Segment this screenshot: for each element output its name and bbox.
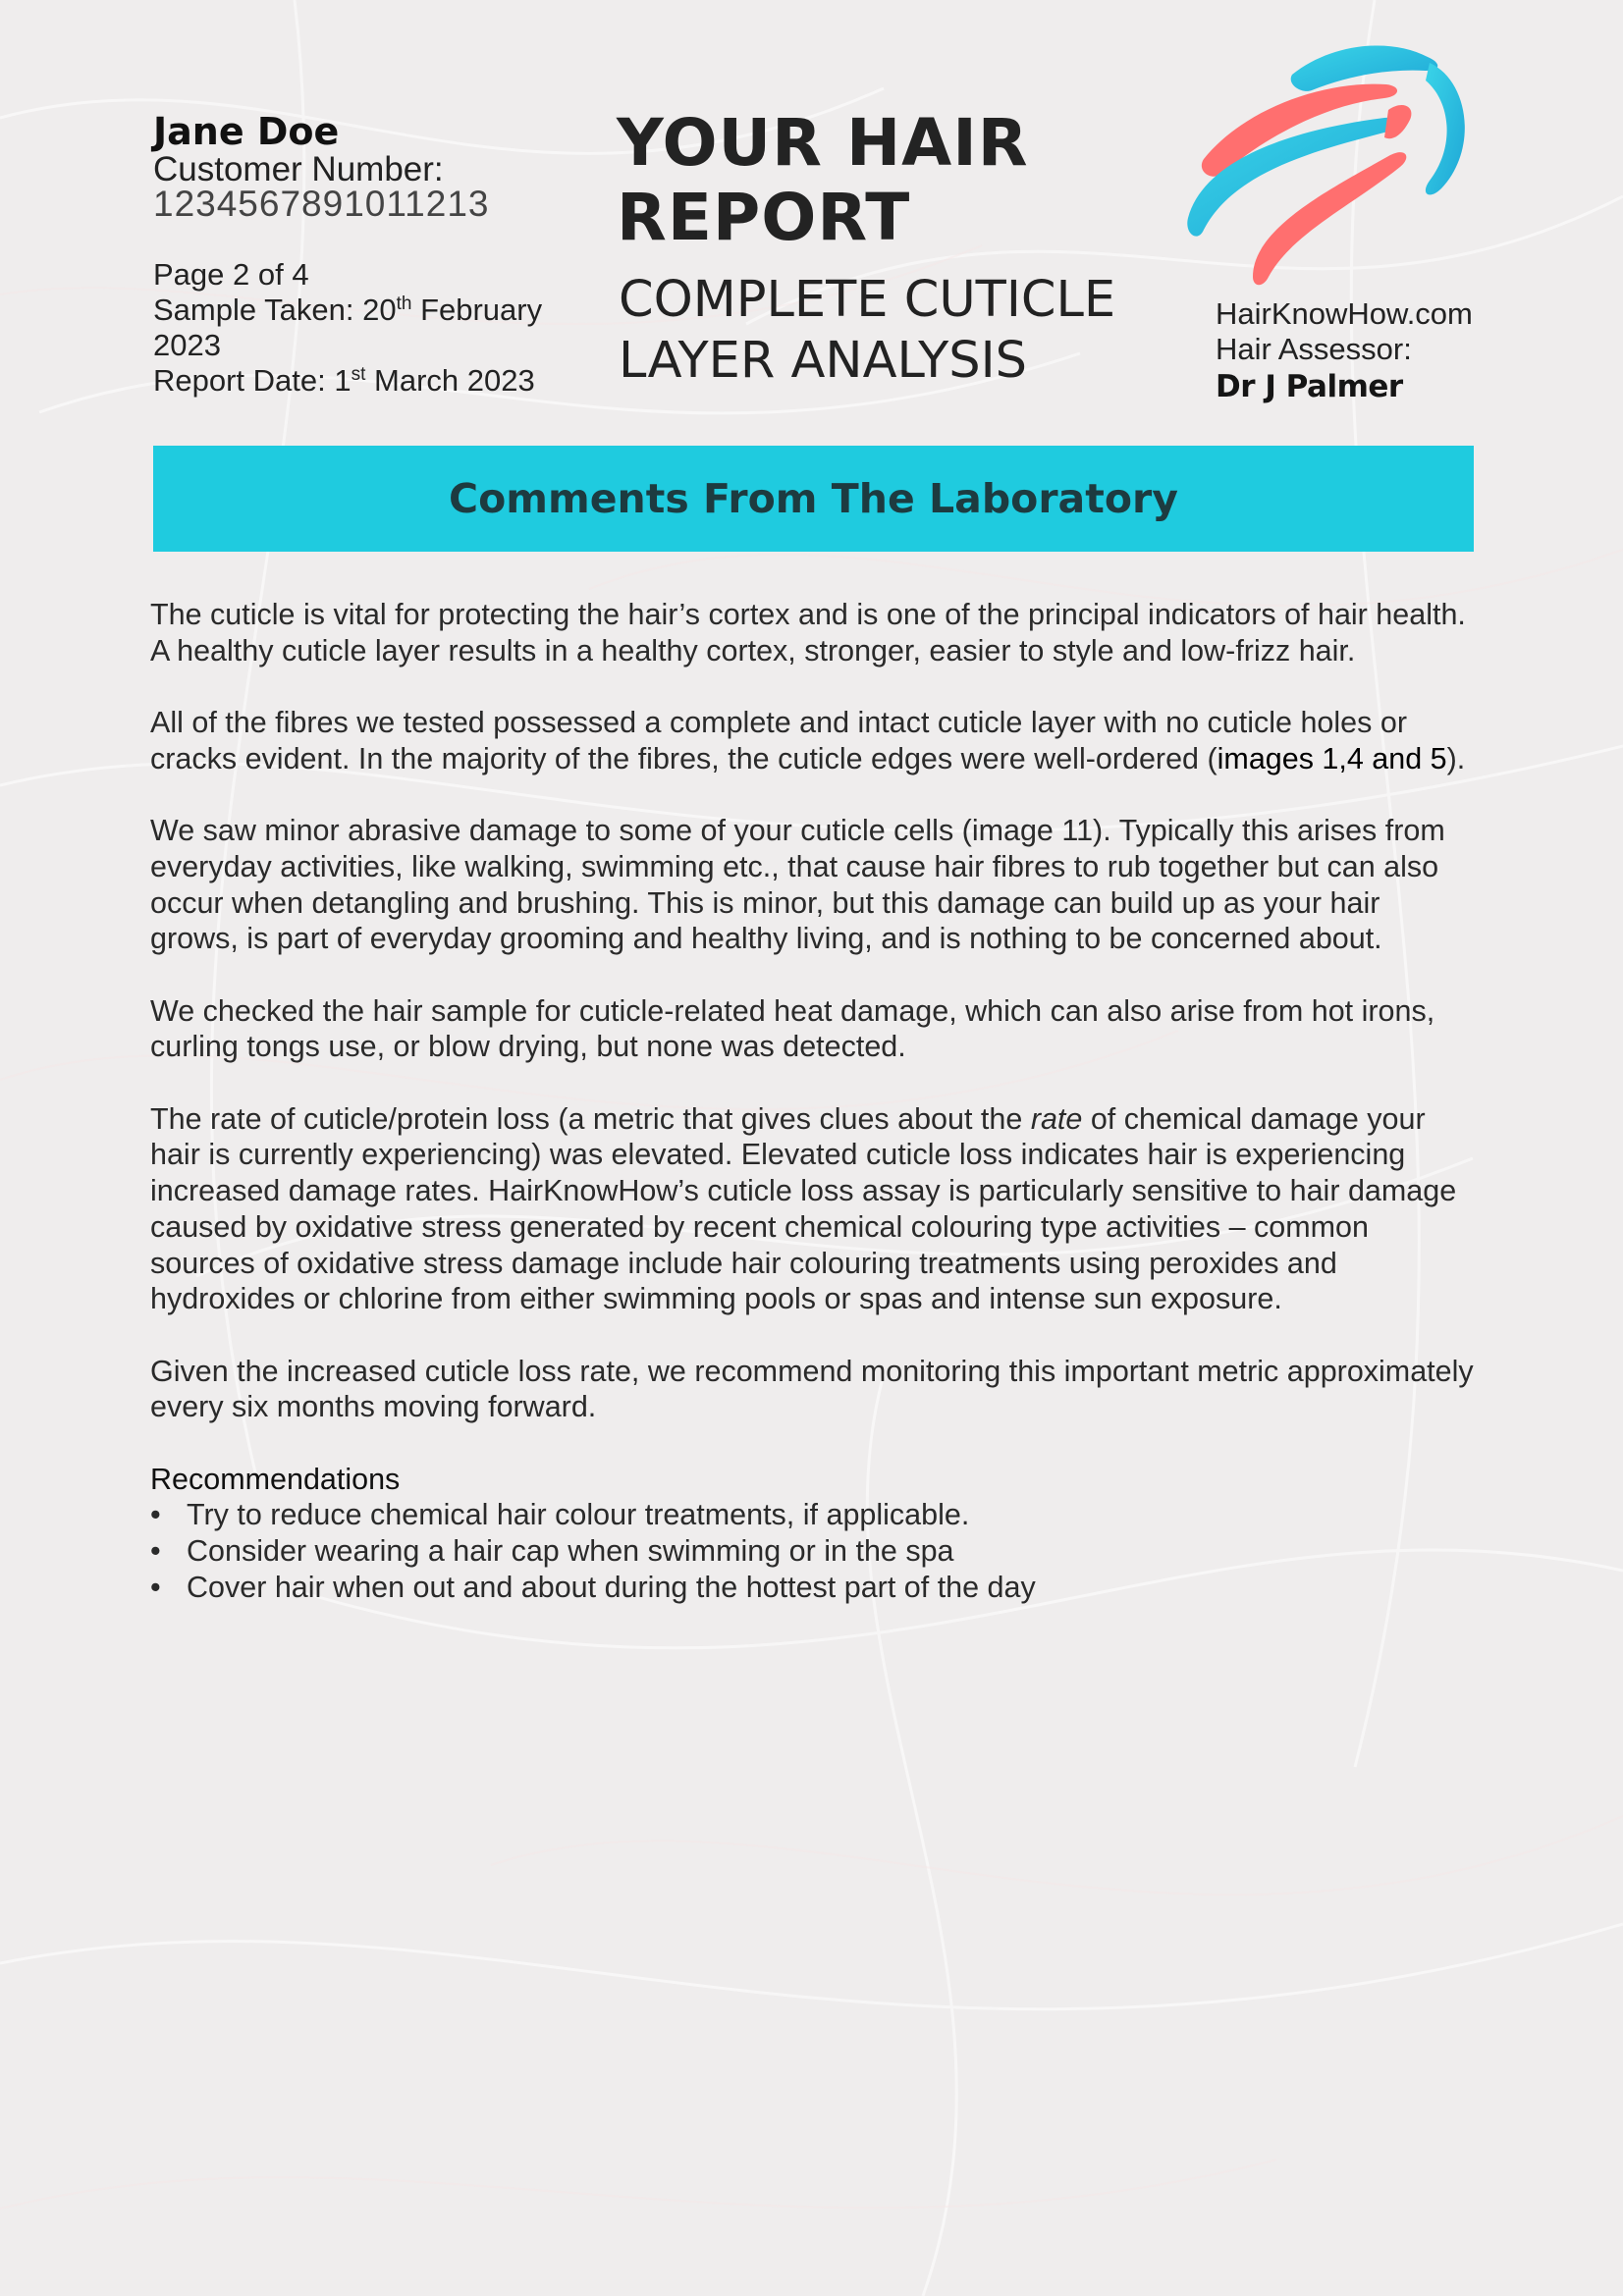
recommendations-heading: Recommendations	[150, 1462, 401, 1496]
report-meta	[153, 257, 566, 399]
report-title: YOUR HAIR REPORT	[617, 105, 1029, 255]
customer-number-label: Customer Number:	[153, 150, 444, 188]
paragraph-cuticle-condition: All of the fibres we tested possessed a complete and intact cuticle layer with no cuticle holes or cracks evident. In the majority of the fibres, the cuticle edges were well-ordered (images 1,4 and 5).	[150, 706, 1466, 775]
paragraph-abrasive-damage: We saw minor abrasive damage to some of your cuticle cells (image 11). Typically this arises from everyday activities, like walking, swimming etc., that cause hair fibres to rub together but can also occur when detangling and brushing. This is minor, but this damage can build up as your hair grows, is part of everyday grooming and healthy living, and is nothing to be concerned about.	[150, 814, 1445, 956]
paragraph-monitoring: Given the increased cuticle loss rate, we recommend monitoring this important metric approximately every six months moving forward.	[150, 1354, 1474, 1424]
recommendations-list	[150, 1497, 1476, 1605]
assessor-name: Dr J Palmer	[1216, 369, 1403, 404]
report-date: Report Date: 1st March 2023	[153, 363, 535, 398]
report-subtitle: COMPLETE CUTICLE LAYER ANALYSIS	[619, 271, 1116, 390]
image-reference: images 1,4 and 5	[1217, 741, 1447, 775]
banner-title: Comments From The Laboratory	[449, 475, 1178, 522]
assessor-label: Hair Assessor:	[1216, 332, 1412, 366]
list-item: • Consider wearing a hair cap when swimming or in the spa	[150, 1533, 1476, 1570]
customer-name: Jane Doe	[153, 110, 340, 153]
list-item: • Try to reduce chemical hair colour treatments, if applicable.	[150, 1497, 1476, 1533]
list-item: • Cover hair when out and about during the hottest part of the day	[150, 1570, 1476, 1606]
sample-taken-date: Sample Taken: 20th February 2023	[153, 293, 543, 362]
paragraph-protein-loss: The rate of cuticle/protein loss (a metric that gives clues about the rate of chemical damage your hair is currently experiencing) was elevated. Elevated cuticle loss indicates hair is experiencing increased damage rates. HairKnowHow’s cuticle loss assay is particularly sensitive to hair damage caused by oxidative stress generated by recent chemical colouring type activities – common sources of oxidative stress damage include hair colouring treatments using peroxides and hydroxides or chlorine from either swimming pools or spas and intense sun exposure.	[150, 1101, 1457, 1316]
paragraph-heat-damage: We checked the hair sample for cuticle-related heat damage, which can also arise from hot irons, curling tongs use, or blow drying, but none was detected.	[150, 993, 1435, 1064]
section-banner	[153, 446, 1474, 552]
website-link[interactable]: HairKnowHow.com	[1216, 296, 1473, 331]
laboratory-comments	[150, 597, 1476, 1606]
page-indicator: Page 2 of 4	[153, 257, 309, 292]
paragraph-cuticle-importance: The cuticle is vital for protecting the hair’s cortex and is one of the principal indicators of hair health. A healthy cuticle layer results in a healthy cortex, stronger, easier to style and low-frizz hair.	[150, 598, 1466, 667]
hair-logo-icon	[1184, 41, 1475, 287]
customer-number: 1234567891011213	[153, 184, 490, 224]
